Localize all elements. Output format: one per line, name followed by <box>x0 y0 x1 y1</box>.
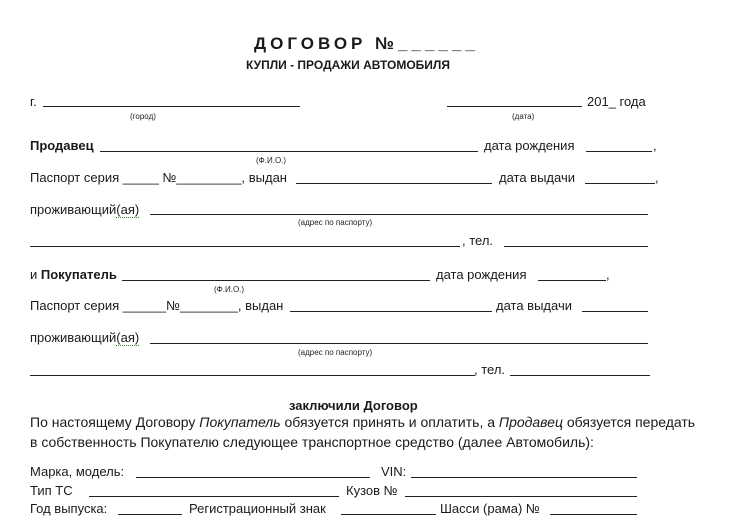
contract-subtitle: КУПЛИ - ПРОДАЖИ АВТОМОБИЛЯ <box>246 58 450 72</box>
chassis-label: Шасси (рама) № <box>440 501 540 516</box>
seller-passport-issuer-field[interactable] <box>296 183 492 184</box>
buyer-birth-label: дата рождения <box>436 267 527 282</box>
vehicle-type-label: Тип ТС <box>30 483 73 498</box>
make-model-label: Марка, модель: <box>30 464 125 479</box>
buyer-phone-label: , тел. <box>474 362 506 377</box>
seller-phone-field[interactable] <box>504 246 648 247</box>
buyer-address-hint: (адрес по паспорту) <box>298 348 373 357</box>
comma: , <box>606 267 610 282</box>
seller-address-hint: (адрес по паспорту) <box>298 218 373 227</box>
seller-birth-field[interactable] <box>586 151 652 152</box>
reg-plate-field[interactable] <box>341 514 436 515</box>
buyer-address-field[interactable] <box>150 343 648 344</box>
comma: , <box>655 170 659 185</box>
seller-address-field-2[interactable] <box>30 246 460 247</box>
buyer-phone-field[interactable] <box>510 375 650 376</box>
body-number-field[interactable] <box>405 496 637 497</box>
agreement-heading: заключили Договор <box>289 398 418 413</box>
seller-issue-date-label: дата выдачи <box>499 170 575 185</box>
buyer-heading: и Покупатель <box>30 267 117 282</box>
city-field[interactable] <box>43 106 300 107</box>
buyer-passport-issuer-field[interactable] <box>290 311 492 312</box>
vin-field[interactable] <box>411 477 637 478</box>
chassis-field[interactable] <box>550 514 637 515</box>
city-hint: (город) <box>130 112 156 121</box>
comma: , <box>653 138 657 153</box>
seller-issue-date-field[interactable] <box>585 183 655 184</box>
buyer-address-field-2[interactable] <box>30 375 475 376</box>
vehicle-type-field[interactable] <box>89 496 339 497</box>
vin-label: VIN: <box>381 464 407 479</box>
agreement-paragraph-line-1: По настоящему Договору Покупатель обязуется принять и оплатить, а Продавец обязуется передать <box>30 414 696 430</box>
seller-address-field[interactable] <box>150 214 648 215</box>
seller-passport-label: Паспорт серия _____ №_________, выдан <box>30 170 287 185</box>
city-prefix: г. <box>30 94 37 109</box>
date-hint: (дата) <box>512 112 535 121</box>
buyer-birth-field[interactable] <box>538 280 606 281</box>
year-built-field[interactable] <box>118 514 182 515</box>
seller-fio-hint: (Ф.И.О.) <box>256 156 287 165</box>
year-label: 201_ года <box>587 94 646 109</box>
reg-plate-label: Регистрационный знак <box>189 501 326 516</box>
buyer-fio-field[interactable] <box>122 280 430 281</box>
buyer-issue-date-label: дата выдачи <box>496 298 572 313</box>
buyer-fio-hint: (Ф.И.О.) <box>214 285 245 294</box>
buyer-passport-label: Паспорт серия ______№________, выдан <box>30 298 284 313</box>
buyer-residing-label: проживающий(ая) <box>30 330 140 345</box>
seller-birth-label: дата рождения <box>484 138 575 153</box>
seller-phone-label: , тел. <box>462 233 494 248</box>
agreement-paragraph-line-2: в собственность Покупателю следующее транспортное средство (далее Автомобиль): <box>30 434 594 450</box>
body-number-label: Кузов № <box>346 483 398 498</box>
seller-fio-field[interactable] <box>100 151 478 152</box>
buyer-issue-date-field[interactable] <box>582 311 648 312</box>
contract-title: ДОГОВОР №______ <box>254 34 479 53</box>
make-model-field[interactable] <box>136 477 370 478</box>
seller-residing-label: проживающий(ая) <box>30 202 140 217</box>
seller-label: Продавец <box>30 138 94 153</box>
date-field[interactable] <box>447 106 582 107</box>
year-built-label: Год выпуска: <box>30 501 108 516</box>
